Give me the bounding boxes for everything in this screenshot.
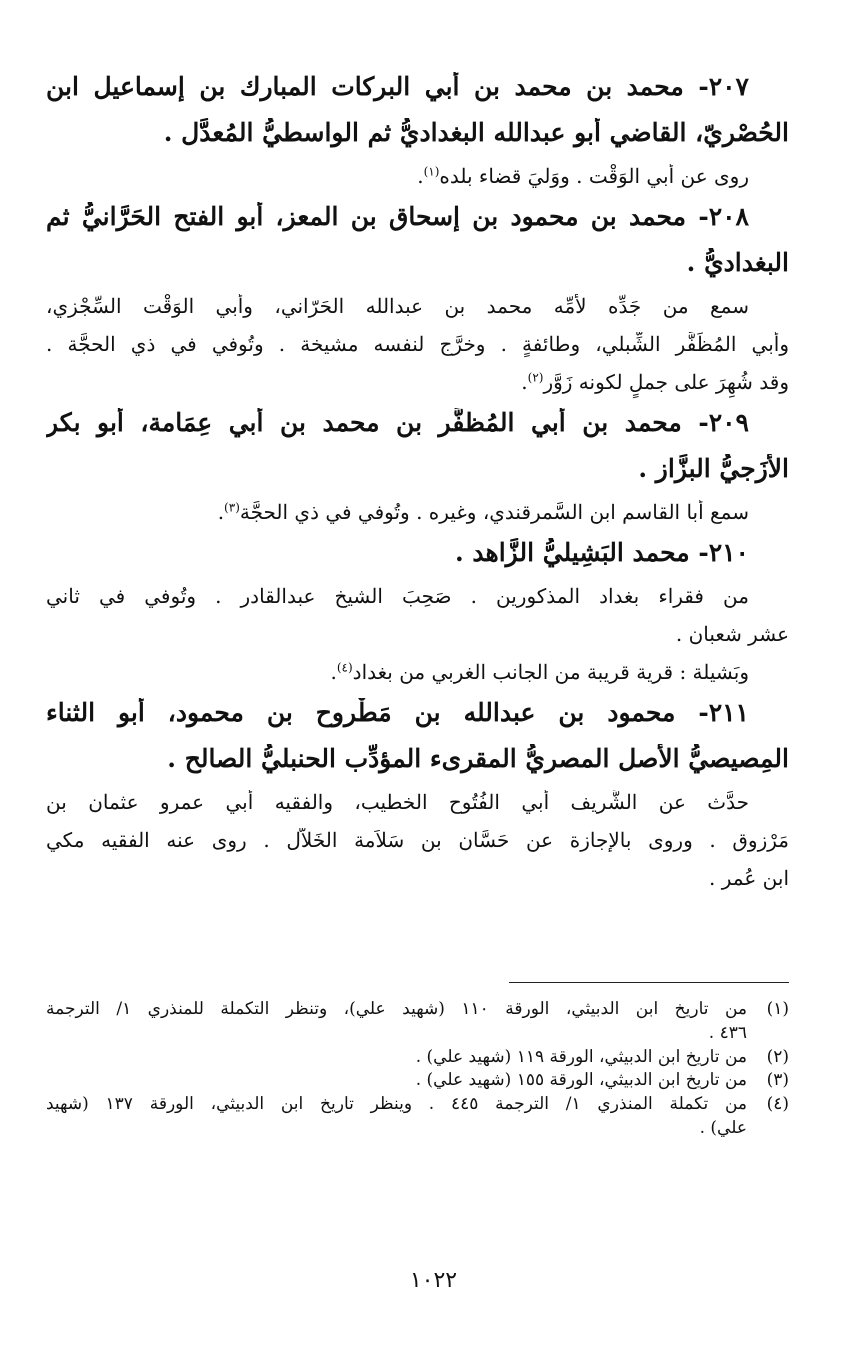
entry-body-line (46, 164, 789, 202)
period: . (330, 660, 337, 684)
entry-heading-line: ٢٠٨- محمد بن محمود بن إسحاق بن المعز، أبو الفتح الحَرَّانيُّ ثم (46, 202, 749, 231)
footnote-number: (١) (766, 999, 789, 1019)
footnote-line: من تاريخ ابن الدبيثي، الورقة ١٥٥ (شهيد علي) . (415, 1070, 747, 1091)
footnote-ref: (٤) (336, 660, 353, 675)
entry-heading-line: ٢١١- محمود بن عبدالله بن مَطْروح بن محمود، أبو الثناء (46, 698, 749, 727)
footnote-line: من تاريخ ابن الدبيثي، الورقة ١١٩ (شهيد علي) . (415, 1046, 747, 1067)
entry-208 (46, 202, 789, 408)
entry-body-text: سمع أبا القاسم ابن السَّمرقندي، وغيره . وتُوفي في ذي الحجَّة (239, 500, 749, 524)
footnote-ref: (٢) (527, 370, 544, 385)
footnote-text (46, 1093, 747, 1141)
entry-209 (46, 408, 789, 538)
entry-body-line: ابن عُمر . (709, 866, 789, 890)
period: . (417, 164, 424, 188)
entry-body-line (46, 370, 789, 408)
entry-heading-line: ٢١٠- محمد البَشِيليُّ الزَّاهد . (455, 538, 749, 567)
footnote-line: ٤٣٦ . (708, 1022, 747, 1043)
entry-body-text: وقد شُهِرَ على جملٍ لكونه زَوَّر (543, 370, 789, 394)
footnote-1 (46, 998, 789, 1046)
entry-207 (46, 72, 789, 202)
footnote-number: (٣) (766, 1070, 789, 1091)
entry-211 (46, 698, 789, 904)
entry-body-line (46, 500, 789, 538)
footnote-text (46, 998, 747, 1046)
entry-body-line: مَرْزوق . وروى بالإجازة عن حَسَّان بن سَلاَمة الخَلاَّل . روى عنه الفقيه مكي (46, 828, 789, 852)
footnotes (46, 998, 789, 1141)
entry-body-line: من فقراء بغداد المذكورين . صَحِبَ الشيخ عبدالقادر . وتُوفي في ثاني (46, 584, 749, 608)
entry-body-line: عشر شعبان . (675, 622, 789, 646)
entry-body-line: سمع من جَدِّه لأمِّه محمد بن عبدالله الحَرّاني، وأبي الوَقْت السِّجْزي، (46, 294, 749, 318)
entry-body-text: روى عن أبي الوَقْت . ووَليَ قضاء بلده (439, 164, 749, 188)
entry-heading-line: الحُصْريّ، القاضي أبو عبدالله البغداديُّ ثم الواسطيُّ المُعدَّل . (163, 118, 789, 147)
footnote-2 (46, 1046, 789, 1070)
entry-heading-line: المِصيصيُّ الأصل المصريُّ المقرىء المؤدِّب الحنبليُّ الصالح . (167, 744, 789, 773)
footnote-4 (46, 1093, 789, 1141)
entry-heading-line: الأزَجيُّ البزَّاز . (638, 454, 789, 483)
footnote-divider (509, 982, 789, 983)
entry-body-line: وأبي المُظَفَّر الشِّبلي، وطائفةٍ . وخرَّج لنفسه مشيخة . وتُوفي في ذي الحجَّة . (46, 332, 789, 356)
footnote-ref: (٣) (224, 500, 240, 515)
period: . (217, 500, 225, 524)
entry-body-text: وبَشيلة : قرية قريبة من الجانب الغربي من بغداد (352, 660, 749, 684)
footnote-3 (46, 1069, 789, 1093)
footnote-number: (٢) (766, 1046, 789, 1067)
footnote-line: علي) . (699, 1117, 747, 1138)
entry-body-line: حدَّث عن الشَّريف أبي الفُتُوح الخطيب، والفقيه أبي عمرو عثمان بن (46, 790, 749, 814)
footnote-line: من تاريخ ابن الدبيثي، الورقة ١١٠ (شهيد علي)، وتنظر التكملة للمنذري ١/ الترجمة (46, 999, 748, 1019)
entry-heading-line: ٢٠٩- محمد بن أبي المُظفَّر بن محمد بن أبي عِمَامة، أبو بكر (46, 408, 749, 437)
entry-body-line (46, 660, 789, 698)
entry-heading-line: البغداديُّ . (686, 248, 789, 277)
entry-210 (46, 538, 789, 698)
footnote-ref: (١) (423, 164, 440, 179)
page-number: ١٠٢٢ (409, 1268, 458, 1293)
footnote-number: (٤) (766, 1094, 789, 1115)
period: . (521, 370, 528, 394)
footnote-line: من تكملة المنذري ١/ الترجمة ٤٤٥ . وينظر تاريخ ابن الدبيثي، الورقة ١٣٧ (شهيد (46, 1094, 748, 1115)
entry-heading-line: ٢٠٧- محمد بن محمد بن أبي البركات المبارك بن إسماعيل ابن (46, 72, 749, 101)
